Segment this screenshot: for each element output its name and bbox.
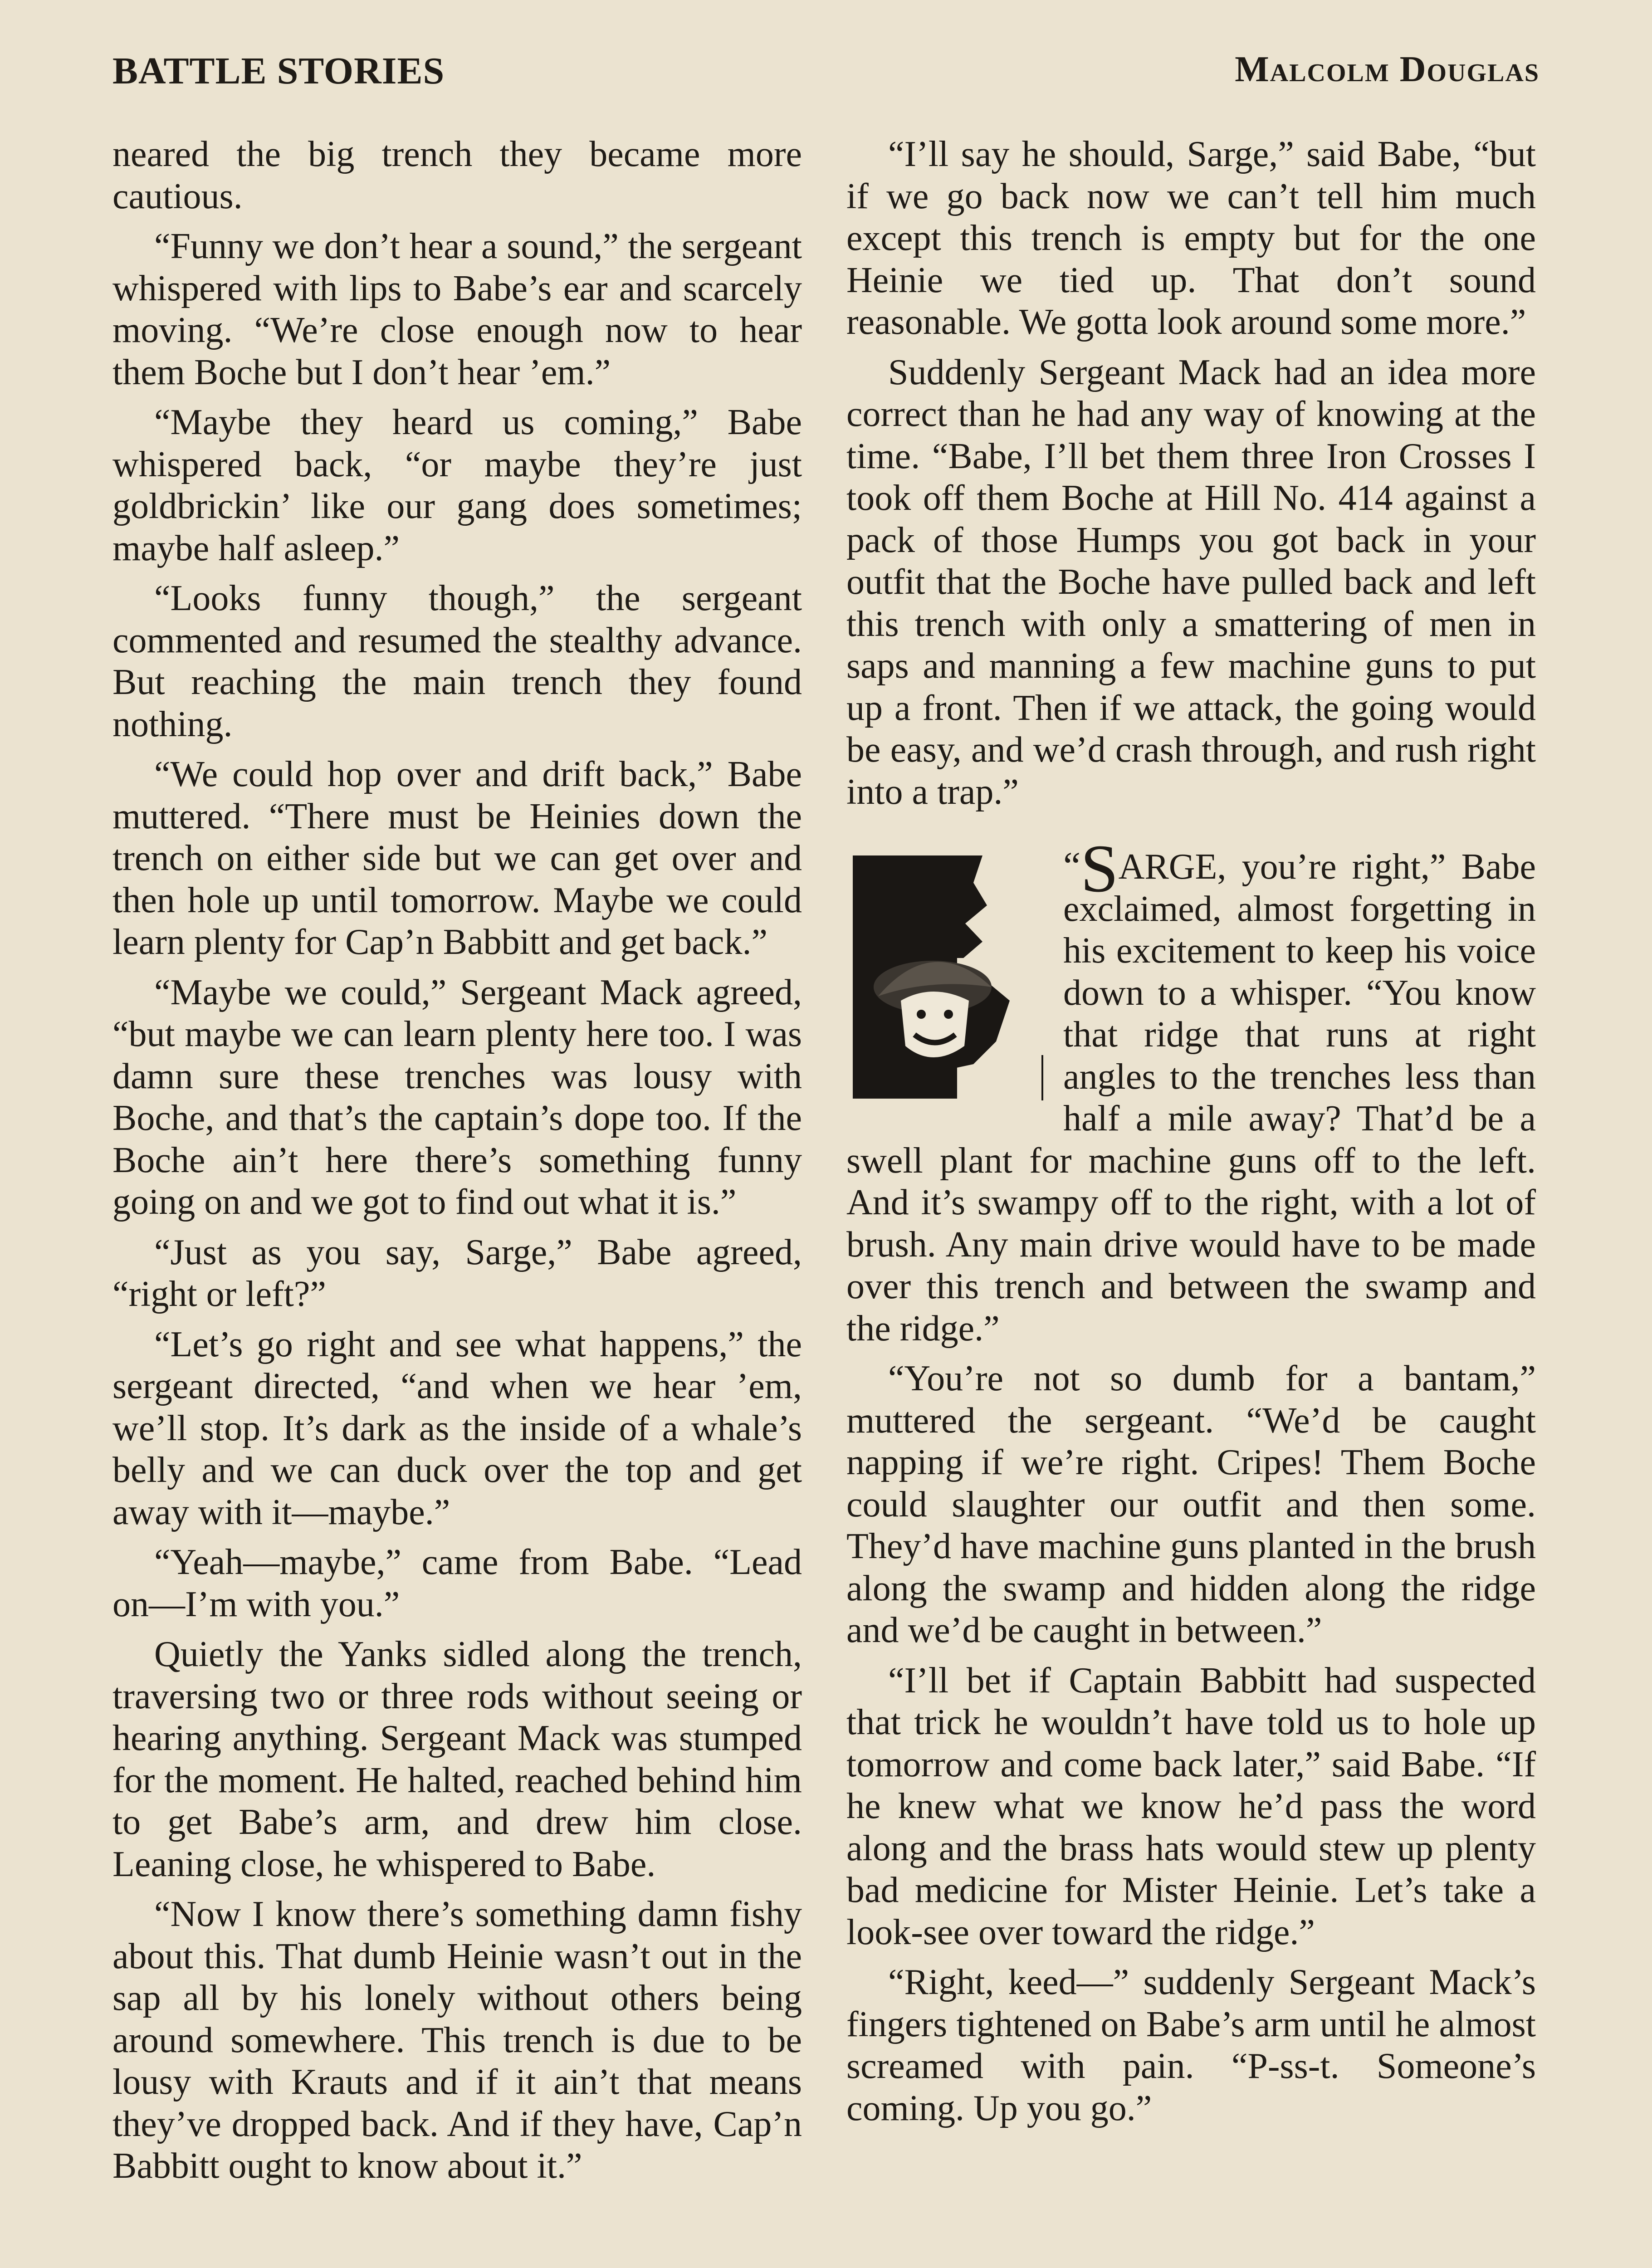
dropcap-letter: S bbox=[1080, 831, 1119, 906]
dropcap-text: you’re right,” Babe exclaimed, almost forgetting in his excitement to keep his voice down to a whisper. “You know that ridge that runs at right angles to the trenches less than half a mile away? That’d be a swell plant for machine guns off to the left. And it’s swampy off to the right, with a lot of brush. Any main drive would have to be made over this trench and between the swamp and the ridge.” bbox=[846, 847, 1536, 1349]
paragraph: “Let’s go right and see what happens,” the sergeant directed, “and when we hear ’em, we’ll stop. It’s dark as the inside of a whale’s belly and we can duck over the top and get away with it—maybe.” bbox=[112, 1324, 802, 1532]
paragraph: “Just as you say, Sarge,” Babe agreed, “right or left?” bbox=[112, 1232, 802, 1314]
running-head-title: BATTLE STORIES bbox=[112, 50, 445, 92]
paragraph: “We could hop over and drift back,” Babe muttered. “There must be Heinies down the trench on either side but we can get over and then hole up until tomorrow. Maybe we could learn plenty for Cap’n Babbitt and get back.” bbox=[112, 754, 802, 962]
paragraph: “I’ll say he should, Sarge,” said Babe, “but if we go back now we can’t tell him much except this trench is empty but for the one Heinie we tied up. That don’t sound reasonable. We gotta look around some more.” bbox=[846, 134, 1536, 342]
dropcap-caps: ARGE, bbox=[1118, 847, 1227, 887]
dropcap-section bbox=[846, 831, 1536, 1349]
dropcap-open-quote: “ bbox=[1063, 844, 1081, 887]
paragraph: “Looks funny though,” the sergeant commented and resumed the stealthy advance. But reaching the main trench they found nothing. bbox=[112, 578, 802, 744]
right-column bbox=[846, 133, 1536, 2137]
soldier-helmet-illustration bbox=[846, 851, 1051, 1100]
paragraph: “Funny we don’t hear a sound,” the sergeant whispered with lips to Babe’s ear and scarcely moving. “We’re close enough now to hear them Boche but I don’t hear ’em.” bbox=[112, 226, 802, 392]
paragraph: Quietly the Yanks sidled along the trench, traversing two or three rods without seeing or hearing anything. Sergeant Mack was stumped for the moment. He halted, reached behind him to get Babe’s arm, and drew him close. Leaning close, he whispered to Babe. bbox=[112, 1634, 802, 1884]
paragraph: neared the big trench they became more cautious. bbox=[112, 134, 802, 216]
paragraph: “Maybe we could,” Sergeant Mack agreed, “but maybe we can learn plenty here too. I was damn sure these trenches was lousy with Boche, and that’s the captain’s dope too. If the Boche ain’t here there’s something funny going on and we got to find out what it is.” bbox=[112, 972, 802, 1222]
paragraph: “I’ll bet if Captain Babbitt had suspected that trick he wouldn’t have told us to hole up tomorrow and come back later,” said Babe. “If he knew what we know he’d pass the word along and the brass hats would stew up plenty bad medicine for Mister Heinie. Let’s take a look-see over toward the ridge.” bbox=[846, 1660, 1536, 1952]
paragraph: “Right, keed—” suddenly Sergeant Mack’s fingers tightened on Babe’s arm until he almost screamed with pain. “P-ss-t. Someone’s coming. Up you go.” bbox=[846, 1962, 1536, 2128]
paragraph: “You’re not so dumb for a bantam,” muttered the sergeant. “We’d be caught napping if we’re right. Cripes! Them Boche could slaughter our outfit and then some. They’d have machine guns planted in the brush along the swamp and hidden along the ridge and we’d be caught in between.” bbox=[846, 1359, 1536, 1650]
running-head-author: Malcolm Douglas bbox=[1235, 49, 1540, 89]
left-column bbox=[112, 133, 802, 2195]
paragraph: “Yeah—maybe,” came from Babe. “Lead on—I’m with you.” bbox=[112, 1542, 802, 1624]
paragraph: “Maybe they heard us coming,” Babe whispered back, “or maybe they’re just goldbrickin’ like our gang does sometimes; maybe half asleep.” bbox=[112, 402, 802, 568]
paragraph: “Now I know there’s something damn fishy about this. That dumb Heinie wasn’t out in the sap all by his lonely without others being around somewhere. This trench is due to be lousy with Krauts and if it ain’t that means they’ve dropped back. And if they have, Cap’n Babbitt ought to know about it.” bbox=[112, 1894, 802, 2186]
paragraph: Suddenly Sergeant Mack had an idea more correct than he had any way of knowing at the time. “Babe, I’ll bet them three Iron Crosses I took off them Boche at Hill No. 414 against a pack of those Humps you got back in your outfit that the Boche have pulled back and left this trench with only a smattering of men in saps and manning a few machine guns to put up a front. Then if we attack, the going would be easy, and we’d crash through, and rush right into a trap.” bbox=[846, 352, 1536, 812]
